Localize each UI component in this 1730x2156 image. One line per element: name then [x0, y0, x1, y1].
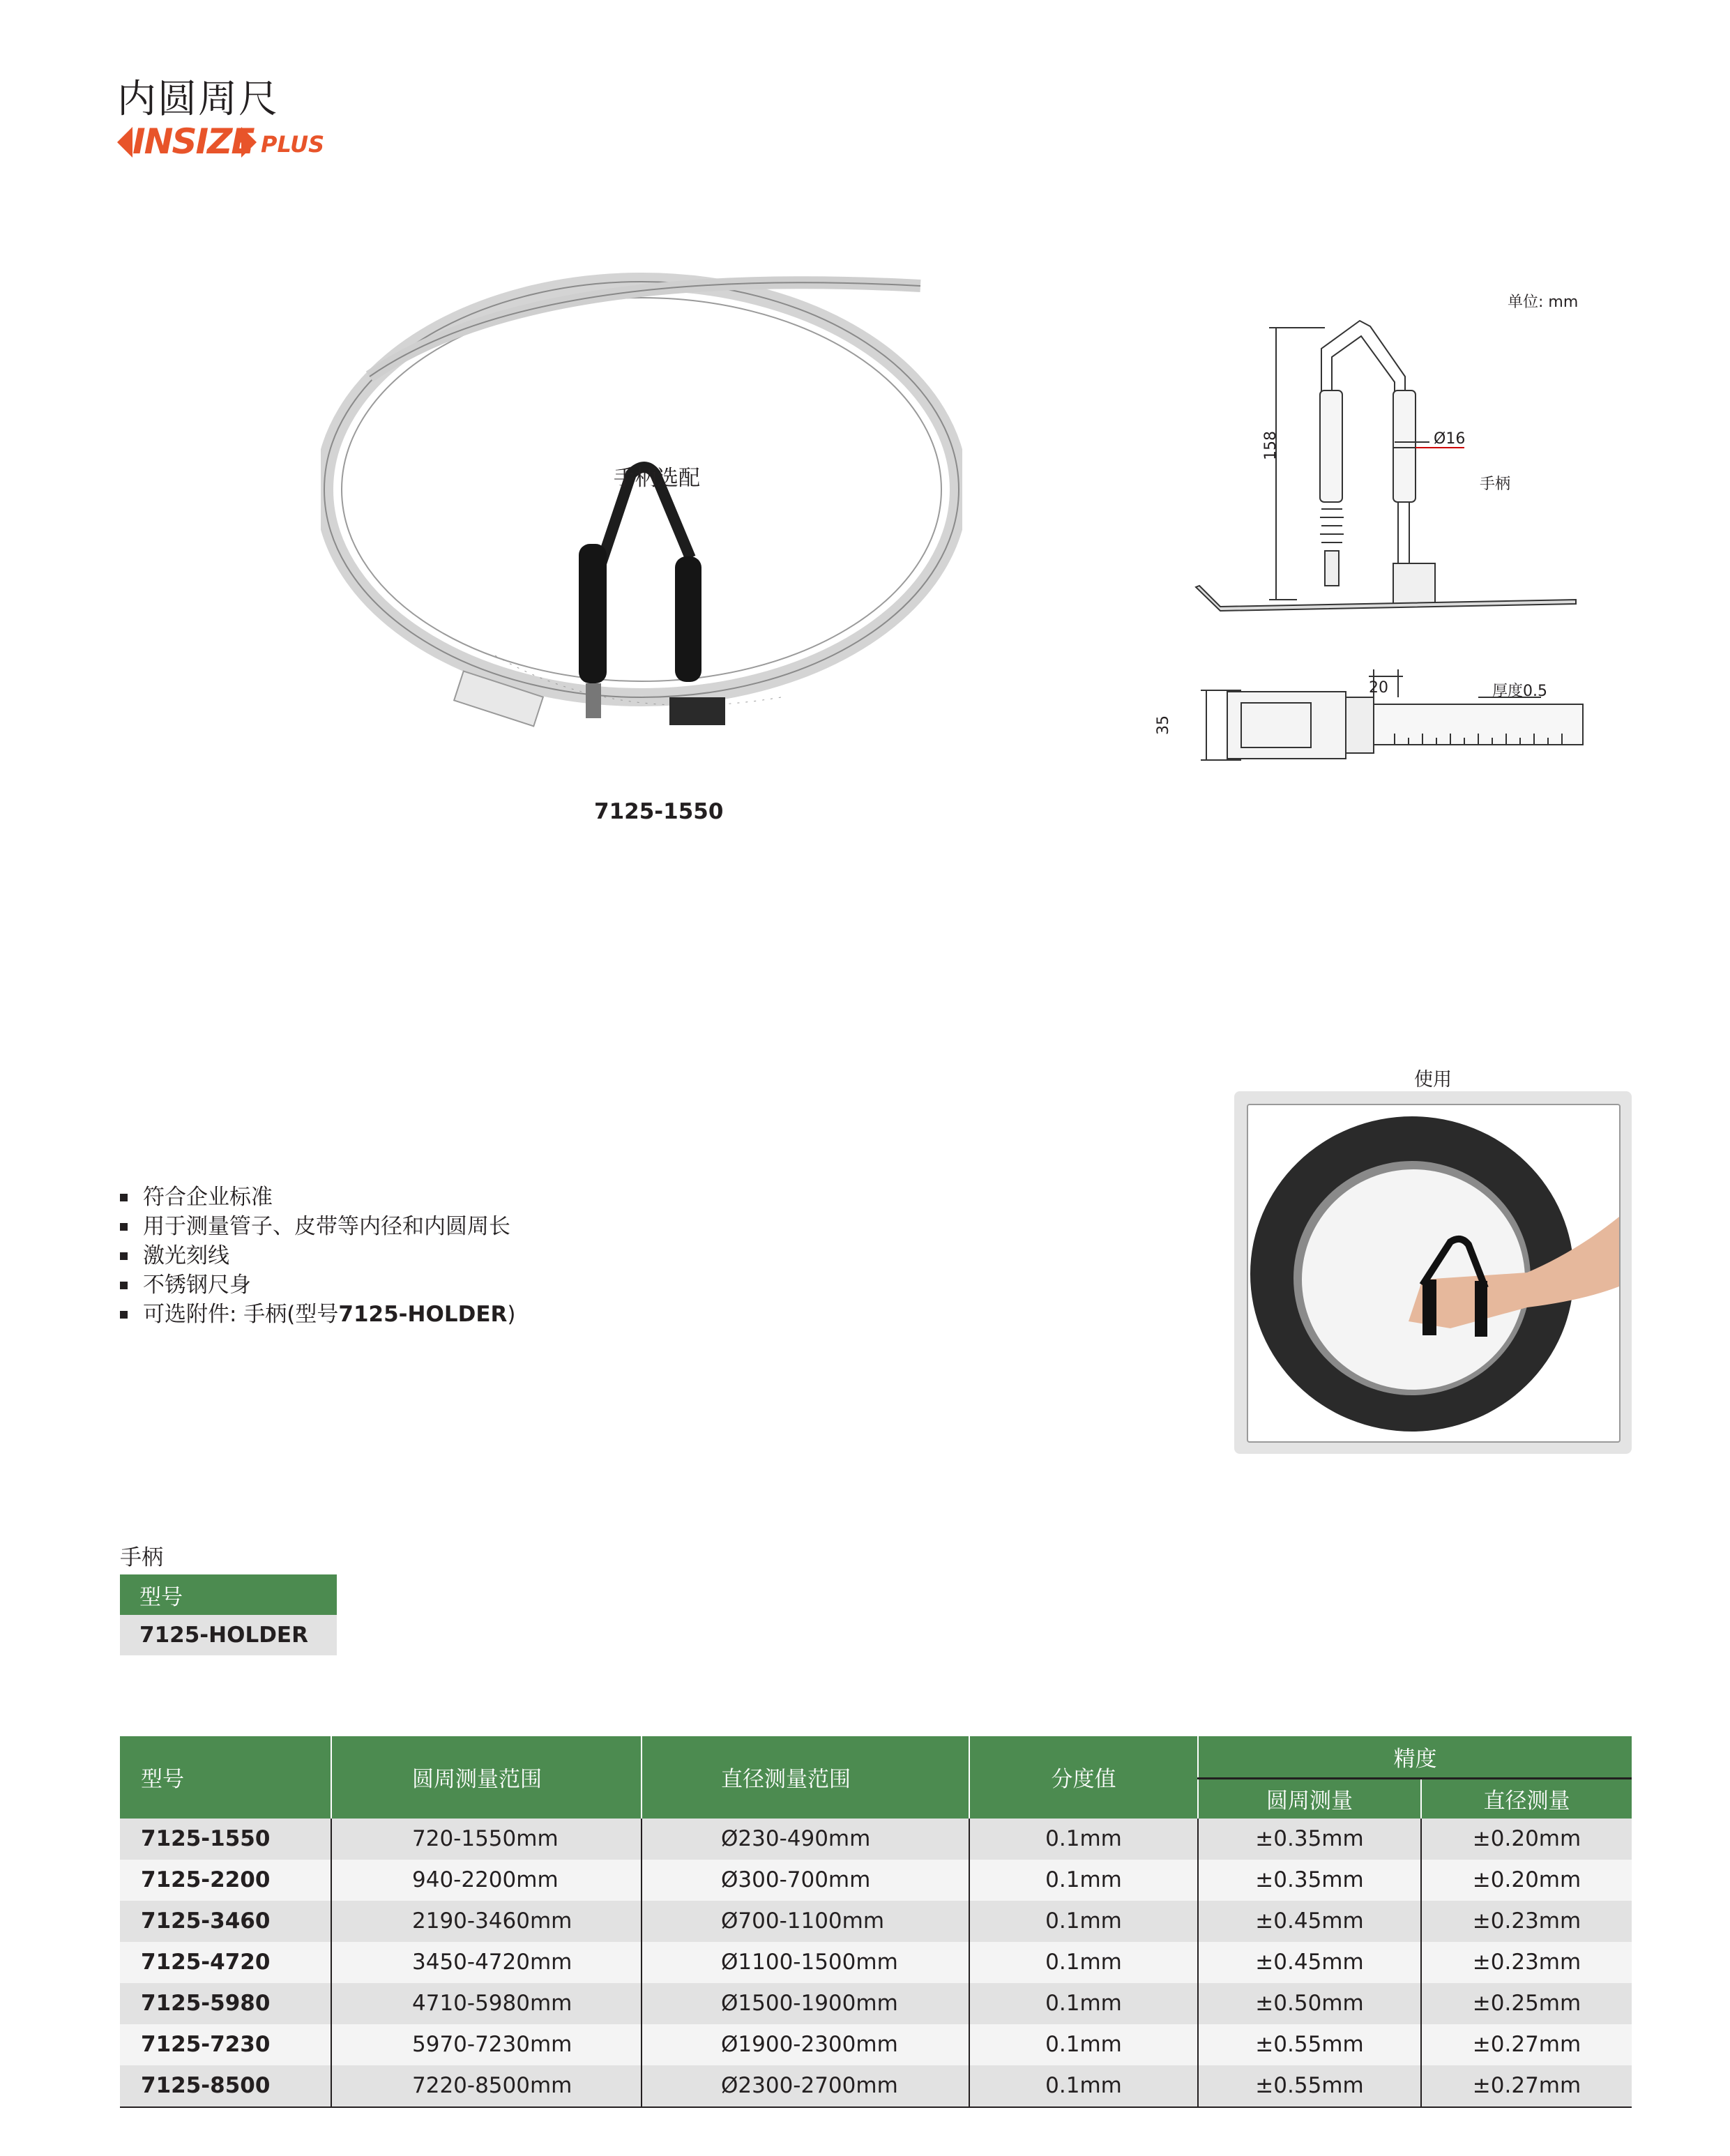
- usage-photo: [1247, 1104, 1621, 1443]
- cell-circumference-range: 2190-3460mm: [331, 1901, 642, 1942]
- table-row: [120, 1901, 1632, 1942]
- cell-acc-circumference: ±0.55mm: [1198, 2065, 1421, 2107]
- handle-optional-caption: 手柄选配: [614, 466, 700, 491]
- cell-acc-diameter: ±0.23mm: [1421, 1901, 1632, 1942]
- holder-section-label: 手柄: [120, 1545, 163, 1570]
- cell-circumference-range: 5970-7230mm: [331, 2024, 642, 2065]
- cell-diameter-range: Ø1900-2300mm: [642, 2024, 969, 2065]
- cell-model: 7125-5980: [120, 1983, 331, 2024]
- table-row: [120, 1942, 1632, 1983]
- table-row: [120, 2024, 1632, 2065]
- feature-item: 用于测量管子、皮带等内径和内圆周长: [120, 1212, 516, 1241]
- tape-loop: [324, 282, 959, 705]
- bullet-icon: [120, 1252, 128, 1260]
- cell-diameter-range: Ø300-700mm: [642, 1860, 969, 1901]
- logo-suffix: PLUS: [261, 131, 325, 158]
- cell-graduation: 0.1mm: [969, 1901, 1198, 1942]
- cell-graduation: 0.1mm: [969, 1942, 1198, 1983]
- usage-photo-frame: [1234, 1091, 1632, 1454]
- cell-circumference-range: 4710-5980mm: [331, 1983, 642, 2024]
- cell-diameter-range: Ø1500-1900mm: [642, 1983, 969, 2024]
- feature-item: 可选附件: 手柄(型号 7125-HOLDER ): [120, 1300, 516, 1329]
- header-model: 型号: [120, 1736, 331, 1819]
- cell-circumference-range: 940-2200mm: [331, 1860, 642, 1901]
- cell-model: 7125-4720: [120, 1942, 331, 1983]
- cell-acc-diameter: ±0.23mm: [1421, 1942, 1632, 1983]
- cell-model: 7125-7230: [120, 2024, 331, 2065]
- bullet-icon: [120, 1194, 128, 1201]
- product-photo: [321, 265, 962, 767]
- cell-acc-circumference: ±0.35mm: [1198, 1819, 1421, 1860]
- header-acc-circumference: 圆周测量: [1198, 1778, 1421, 1819]
- header-circumference: 圆周测量范围: [331, 1736, 642, 1819]
- cell-model: 7125-3460: [120, 1901, 331, 1942]
- logo-right-arrow-icon: [241, 127, 257, 158]
- handle-callout: 手柄: [1480, 476, 1511, 493]
- feature-item: 激光刻线: [120, 1241, 516, 1270]
- cell-circumference-range: 7220-8500mm: [331, 2065, 642, 2107]
- feature-item: 不锈钢尺身: [120, 1270, 516, 1300]
- width-dimension: 20: [1369, 679, 1388, 697]
- cell-model: 7125-8500: [120, 2065, 331, 2107]
- bullet-icon: [120, 1282, 128, 1289]
- table-row: [120, 1983, 1632, 2024]
- technical-drawing: [1185, 307, 1590, 781]
- table-row: [120, 2065, 1632, 2107]
- holder-model: 7125-HOLDER: [120, 1615, 337, 1655]
- bullet-icon: [120, 1311, 128, 1319]
- cell-graduation: 0.1mm: [969, 1819, 1198, 1860]
- cell-acc-circumference: ±0.50mm: [1198, 1983, 1421, 2024]
- cell-graduation: 0.1mm: [969, 1983, 1198, 2024]
- cell-acc-diameter: ±0.27mm: [1421, 2065, 1632, 2107]
- cell-circumference-range: 3450-4720mm: [331, 1942, 642, 1983]
- cell-model: 7125-1550: [120, 1819, 331, 1860]
- cell-diameter-range: Ø1100-1500mm: [642, 1942, 969, 1983]
- feature-list: [120, 1183, 516, 1329]
- unit-label: 单位: mm: [1508, 294, 1579, 311]
- product-model-caption: 7125-1550: [594, 799, 724, 824]
- cell-acc-circumference: ±0.45mm: [1198, 1942, 1421, 1983]
- spec-table: [120, 1736, 1632, 2108]
- table-row: [120, 1819, 1632, 1860]
- spec-table-body: [120, 1819, 1632, 2107]
- cell-model: 7125-2200: [120, 1860, 331, 1901]
- cell-acc-circumference: ±0.45mm: [1198, 1901, 1421, 1942]
- cell-acc-circumference: ±0.35mm: [1198, 1860, 1421, 1901]
- holder-header: 型号: [120, 1574, 337, 1615]
- page-title: 内圆周尺: [117, 77, 279, 122]
- logo-left-arrow-icon: [117, 127, 132, 158]
- holder-table: [120, 1574, 337, 1655]
- header-accuracy: 精度: [1198, 1736, 1632, 1778]
- usage-caption: 使用: [1414, 1069, 1452, 1091]
- brand-logo: [117, 120, 347, 163]
- cell-graduation: 0.1mm: [969, 2024, 1198, 2065]
- cell-acc-diameter: ±0.27mm: [1421, 2024, 1632, 2065]
- cell-graduation: 0.1mm: [969, 1860, 1198, 1901]
- header-diameter: 直径测量范围: [642, 1736, 969, 1819]
- cell-acc-circumference: ±0.55mm: [1198, 2024, 1421, 2065]
- cell-diameter-range: Ø2300-2700mm: [642, 2065, 969, 2107]
- thickness-dimension: 厚度0.5: [1492, 683, 1547, 700]
- header-graduation: 分度值: [969, 1736, 1198, 1819]
- cell-acc-diameter: ±0.20mm: [1421, 1860, 1632, 1901]
- cell-acc-diameter: ±0.20mm: [1421, 1819, 1632, 1860]
- logo-wordmark: INSIZE: [132, 121, 254, 162]
- usage-illustration: [1248, 1105, 1619, 1441]
- cell-diameter-range: Ø700-1100mm: [642, 1901, 969, 1942]
- cell-acc-diameter: ±0.25mm: [1421, 1983, 1632, 2024]
- cell-circumference-range: 720-1550mm: [331, 1819, 642, 1860]
- height-dimension: 158: [1262, 431, 1280, 460]
- table-row: [120, 1860, 1632, 1901]
- diameter-dimension: Ø16: [1434, 430, 1466, 448]
- cell-diameter-range: Ø230-490mm: [642, 1819, 969, 1860]
- cell-graduation: 0.1mm: [969, 2065, 1198, 2107]
- bullet-icon: [120, 1223, 128, 1231]
- feature-item: 符合企业标准: [120, 1183, 516, 1212]
- header-acc-diameter: 直径测量: [1421, 1778, 1632, 1819]
- end-height-dimension: 35: [1155, 715, 1172, 735]
